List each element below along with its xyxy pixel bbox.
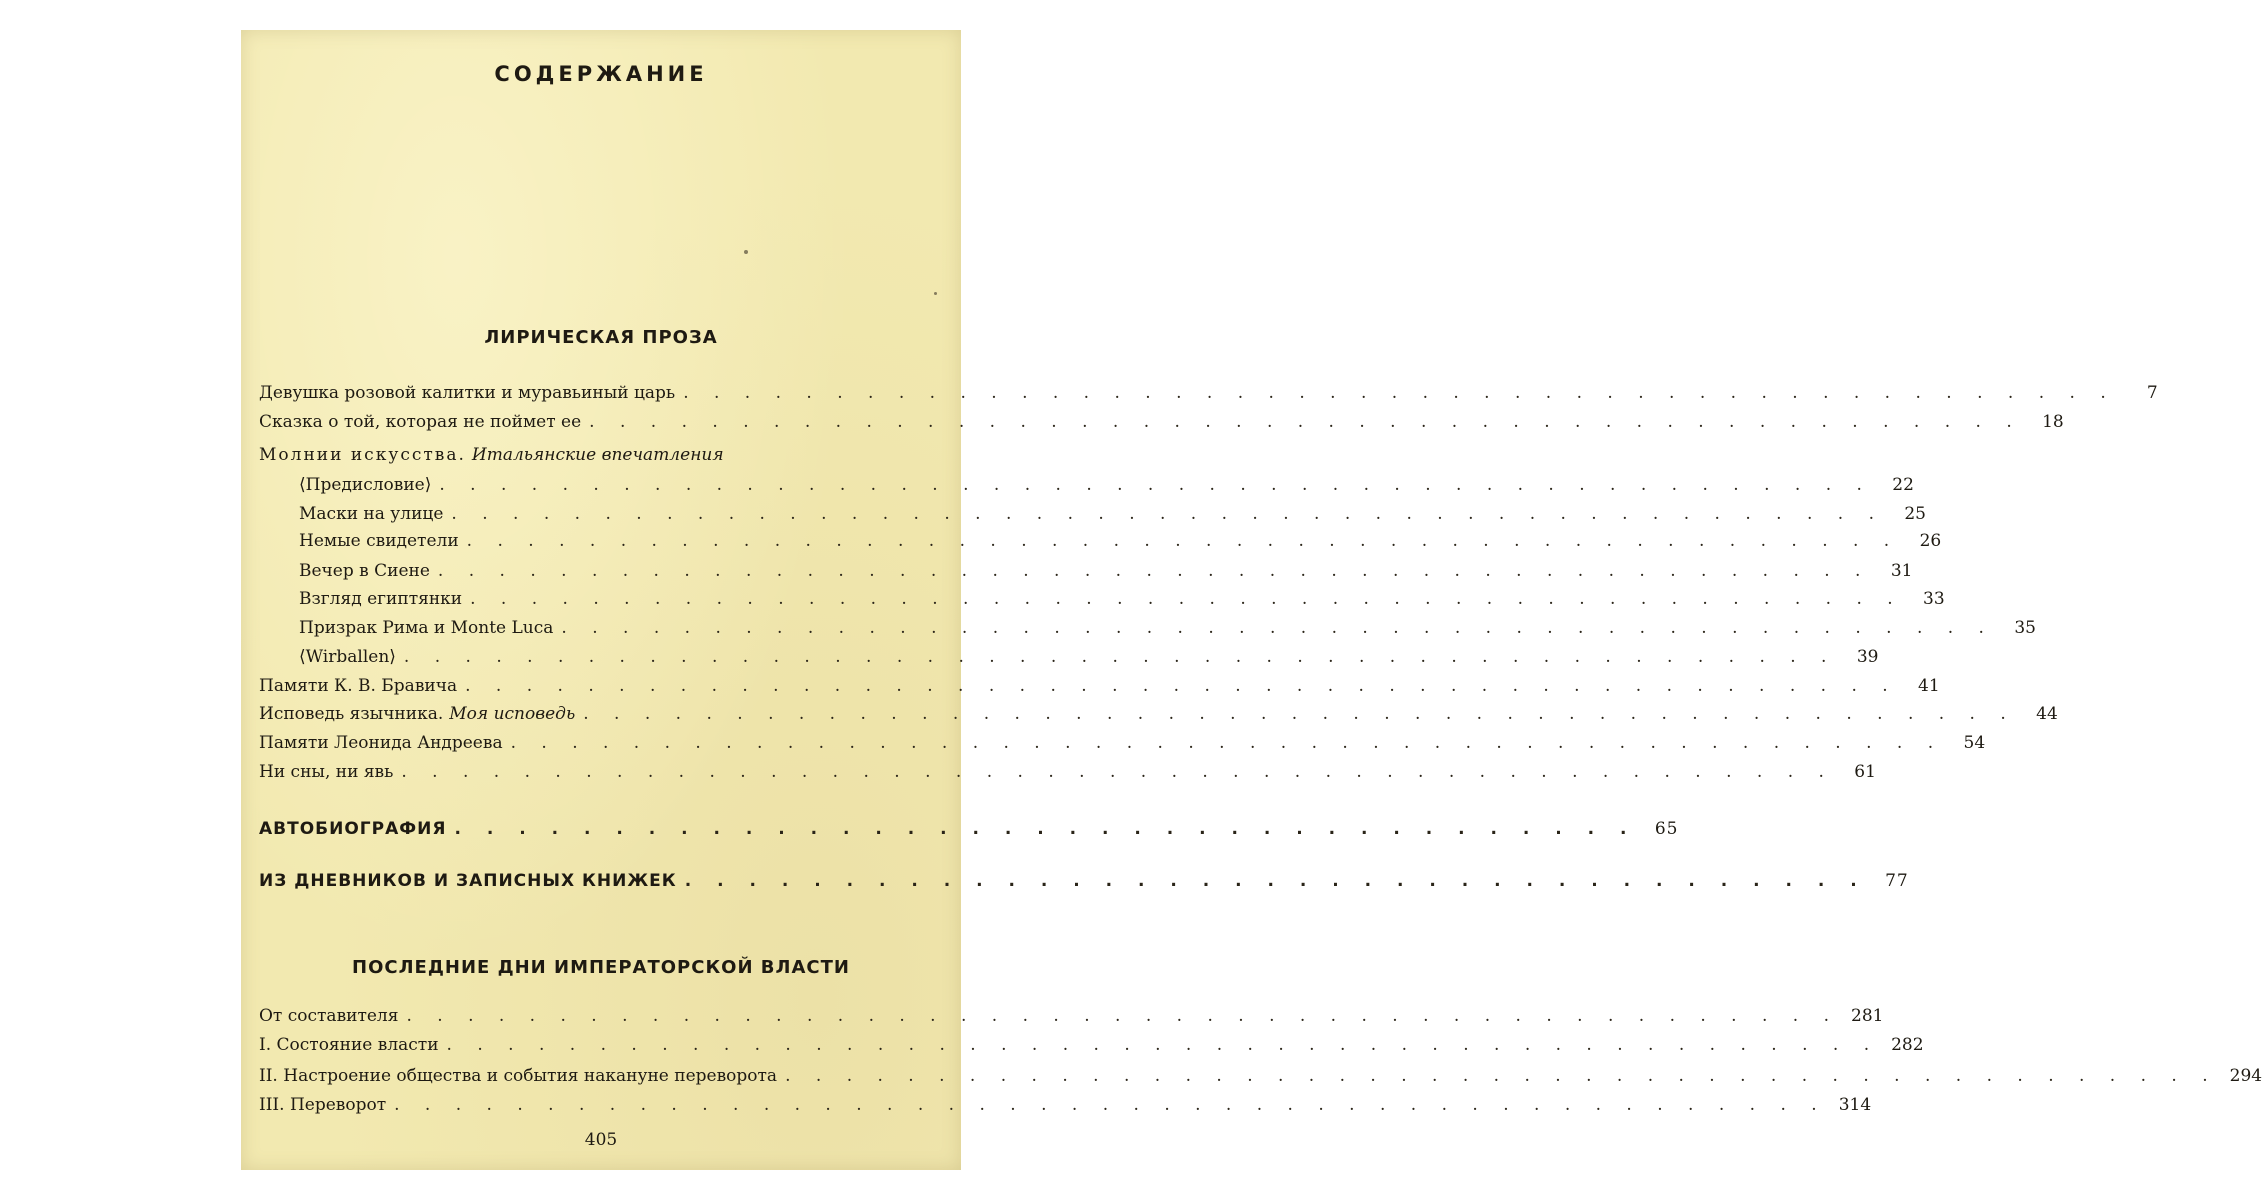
entry-title: Взгляд египтянки xyxy=(299,589,463,609)
dot-leader: . . . . . . . . . . . . . . . . . . . . . . . . . . . . . . . . . . . . . . . . . . . . . . . xyxy=(437,561,1871,581)
toc-group-heading[interactable] xyxy=(259,444,895,466)
dot-leader: . . . . . . . . . . . . . . . . . . . . . . . . . . . . . . . . . . . . . . . . . . . . . . . xyxy=(683,383,2116,403)
dot-leader: . . . . . . . . . . . . . . . . . . . . . . . . . . . . . . . . . . . . . . . . . . . . . . . xyxy=(465,676,1898,696)
entry-title: От составителя xyxy=(259,1006,399,1026)
entry-title: Памяти К. В. Бравича xyxy=(259,676,458,696)
section-heading-last-days: ПОСЛЕДНИЕ ДНИ ИМПЕРАТОРСКОЙ ВЛАСТИ xyxy=(352,957,850,978)
entry-title: I. Состояние власти xyxy=(259,1035,439,1055)
entry-page: 22 xyxy=(1892,475,1914,495)
entry-page: 25 xyxy=(1904,504,1926,524)
dot-leader: . . . . . . . . . . . . . . . . . . . . . . . . . . . . . . . . . . . . . xyxy=(454,819,1637,839)
toc-subentry[interactable] xyxy=(299,503,1926,525)
entry-title: Памяти Леонида Андреева xyxy=(259,733,503,753)
dot-leader: . . . . . . . . . . . . . . . . . . . . . . . . . . . . . . . . . . . . . . . . . . . . . . . xyxy=(583,704,2016,724)
toc-entry[interactable] xyxy=(259,703,2058,725)
entry-title: АВТОБИОГРАФИЯ xyxy=(259,819,447,839)
entry-title: Вечер в Сиене xyxy=(299,561,430,581)
dot-leader: . . . . . . . . . . . . . . . . . . . . . . . . . . . . . . . . . . . . . . . . . . . . . . . xyxy=(561,618,1994,638)
entry-page: 39 xyxy=(1856,647,1879,667)
entry-page: 33 xyxy=(1923,589,1945,609)
entry-title: Исповедь язычника. xyxy=(259,704,444,724)
section-heading-lyric-prose: ЛИРИЧЕСКАЯ ПРОЗА xyxy=(484,327,718,348)
dot-leader: . . . . . . . . . . . . . . . . . . . . . . . . . . . . . . . . . . . . . . . . . . . . . . . xyxy=(470,589,1903,609)
dot-leader: . . . . . . . . . . . . . . . . . . . . . . . . . . . . . . . . . . . . . . . . . . . . . . . xyxy=(589,412,2022,432)
entry-subtitle: Итальянские впечатления xyxy=(471,445,724,465)
dot-leader: . . . . . . . . . . . . . . . . . . . . . . . . . . . . . . . . . . . . . . . . . . . . . . . xyxy=(401,762,1834,782)
entry-page: 77 xyxy=(1885,871,1909,891)
dot-leader: . . . . . . . . . . . . . . . . . . . . . . . . . . . . . . . . . . . . . . . . . . . . . . . xyxy=(439,475,1872,495)
dot-leader: . . . . . . . . . . . . . . . . . . . . . . . . . . . . . . . . . . . . . . . . . . . . . . . xyxy=(451,504,1884,524)
dot-leader: . . . . . . . . . . . . . . . . . . . . . . . . . . . . . . . . . . . . . . . . . . . . . . . xyxy=(510,733,1944,753)
entry-subtitle: Моя исповедь xyxy=(449,704,576,724)
entry-page: 26 xyxy=(1919,531,1942,551)
paper-speck xyxy=(744,250,748,254)
toc-entry[interactable] xyxy=(259,411,2064,433)
dot-leader: . . . . . . . . . . . . . . . . . . . . . . . . . . . . . . . . . . . . . . . . . . . . . . . xyxy=(403,647,1837,667)
toc-entry[interactable] xyxy=(259,1065,2262,1087)
entry-page: 44 xyxy=(2036,704,2058,724)
entry-title: Сказка о той, которая не поймет ее xyxy=(259,412,582,432)
entry-page: 314 xyxy=(1838,1095,1872,1115)
entry-title: III. Переворот xyxy=(259,1095,387,1115)
entry-page: 35 xyxy=(2014,618,2036,638)
page-title: СОДЕРЖАНИЕ xyxy=(494,62,708,86)
entry-title: Девушка розовой калитки и муравьиный царь xyxy=(259,383,676,403)
toc-entry[interactable] xyxy=(259,382,2158,404)
toc-entry[interactable] xyxy=(259,732,1986,754)
toc-major-entry[interactable] xyxy=(259,818,1679,840)
entry-title: Маски на улице xyxy=(299,504,444,524)
entry-page: 31 xyxy=(1890,561,1913,581)
entry-page: 281 xyxy=(1851,1006,1884,1026)
entry-title: ⟨Wirballen⟩ xyxy=(299,647,396,667)
toc-subentry[interactable] xyxy=(299,560,1913,582)
toc-subentry[interactable] xyxy=(299,474,1914,496)
dot-leader: . . . . . . . . . . . . . . . . . . . . . . . . . . . . . . . . . . . . . . . . . . . . . . . xyxy=(785,1066,2218,1086)
dot-leader: . . . . . . . . . . . . . . . . . . . . . . . . . . . . . . . . . . . . . . . . . . . . . . . xyxy=(446,1035,1880,1055)
dot-leader: . . . . . . . . . . . . . . . . . . . . . . . . . . . . . . . . . . . . . . . . . . . . . . . xyxy=(466,531,1900,551)
toc-entry[interactable] xyxy=(259,1094,1872,1116)
toc-major-entry[interactable] xyxy=(259,870,1909,892)
entry-page: 294 xyxy=(2229,1066,2262,1086)
paper-speck xyxy=(934,292,937,295)
toc-entry[interactable] xyxy=(259,675,1940,697)
dot-leader: . . . . . . . . . . . . . . . . . . . . . . . . . . . . . . . . . . . . . . . . . . . . . . . xyxy=(406,1006,1840,1026)
book-page xyxy=(241,30,2262,1170)
entry-title: ⟨Предисловие⟩ xyxy=(299,475,432,495)
entry-page: 7 xyxy=(2146,383,2158,403)
toc-entry[interactable] xyxy=(259,1034,1924,1056)
entry-page: 18 xyxy=(2042,412,2064,432)
dot-leader: . . . . . . . . . . . . . . . . . . . . . . . . . . . . . . . . . . . . . . . . . . . . . . . xyxy=(394,1095,1827,1115)
entry-title: Призрак Рима и Monte Luca xyxy=(299,618,554,638)
entry-page: 65 xyxy=(1654,819,1679,839)
toc-subentry[interactable] xyxy=(299,646,1879,668)
toc-subentry[interactable] xyxy=(299,588,1945,610)
entry-page: 41 xyxy=(1918,676,1940,696)
entry-page: 61 xyxy=(1854,762,1876,782)
entry-page: 54 xyxy=(1963,733,1986,753)
toc-subentry[interactable] xyxy=(299,617,2036,639)
entry-title: Ни сны, ни явь xyxy=(259,762,394,782)
entry-title: II. Настроение общества и события накануне переворота xyxy=(259,1066,778,1086)
toc-entry[interactable] xyxy=(259,761,1876,783)
entry-title: Молнии искусства. xyxy=(259,445,466,465)
entry-page: 282 xyxy=(1891,1035,1924,1055)
dot-leader: . . . . . . . . . . . . . . . . . . . . . . . . . . . . . . . . . . . . . xyxy=(684,871,1867,891)
toc-subentry[interactable] xyxy=(299,530,1942,552)
toc-entry[interactable] xyxy=(259,1005,1884,1027)
page-number: 405 xyxy=(584,1130,618,1150)
entry-title: Немые свидетели xyxy=(299,531,459,551)
entry-title: ИЗ ДНЕВНИКОВ И ЗАПИСНЫХ КНИЖЕК xyxy=(259,871,677,891)
